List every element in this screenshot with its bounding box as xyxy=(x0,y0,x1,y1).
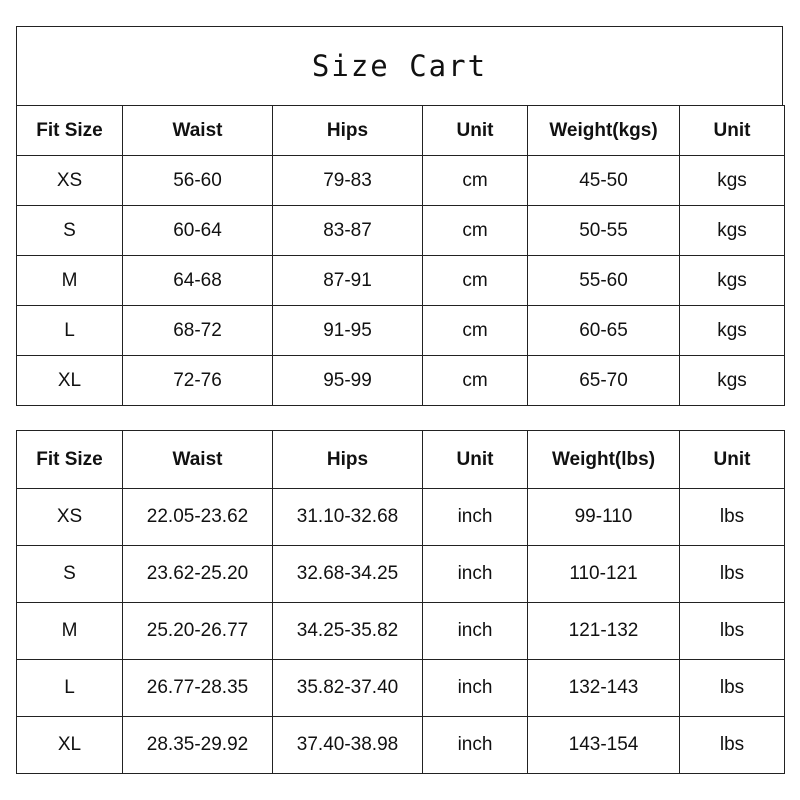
cell-weight: 99-110 xyxy=(528,489,680,546)
cell-unit: inch xyxy=(423,489,528,546)
cell-hips: 95-99 xyxy=(273,356,423,406)
cell-weight: 50-55 xyxy=(528,206,680,256)
header-hips: Hips xyxy=(273,431,423,489)
table-header-row xyxy=(17,106,785,156)
cell-waist: 25.20-26.77 xyxy=(123,603,273,660)
table-row xyxy=(17,546,785,603)
table-row xyxy=(17,206,785,256)
cell-waist: 22.05-23.62 xyxy=(123,489,273,546)
size-table-cm xyxy=(16,105,785,406)
page-title: Size Cart xyxy=(311,49,488,83)
header-weight: Weight(kgs) xyxy=(528,106,680,156)
header-unit: Unit xyxy=(423,431,528,489)
header-hips: Hips xyxy=(273,106,423,156)
cell-weight: 110-121 xyxy=(528,546,680,603)
cell-weight-unit: kgs xyxy=(680,206,785,256)
cell-unit: inch xyxy=(423,717,528,774)
cell-hips: 31.10-32.68 xyxy=(273,489,423,546)
size-table-inch xyxy=(16,430,785,774)
cell-unit: cm xyxy=(423,356,528,406)
cell-hips: 35.82-37.40 xyxy=(273,660,423,717)
cell-hips: 32.68-34.25 xyxy=(273,546,423,603)
header-weight-unit: Unit xyxy=(680,106,785,156)
table-row xyxy=(17,156,785,206)
cell-unit: inch xyxy=(423,660,528,717)
cell-weight-unit: kgs xyxy=(680,156,785,206)
cell-weight: 55-60 xyxy=(528,256,680,306)
cell-fit-size: L xyxy=(17,660,123,717)
cell-waist: 56-60 xyxy=(123,156,273,206)
table-row xyxy=(17,306,785,356)
title-box xyxy=(16,26,783,105)
header-weight-unit: Unit xyxy=(680,431,785,489)
cell-waist: 64-68 xyxy=(123,256,273,306)
cell-fit-size: M xyxy=(17,256,123,306)
header-unit: Unit xyxy=(423,106,528,156)
cell-unit: cm xyxy=(423,206,528,256)
cell-weight-unit: lbs xyxy=(680,489,785,546)
cell-weight: 121-132 xyxy=(528,603,680,660)
cell-weight: 132-143 xyxy=(528,660,680,717)
cell-weight-unit: lbs xyxy=(680,546,785,603)
cell-weight: 60-65 xyxy=(528,306,680,356)
cell-weight-unit: kgs xyxy=(680,256,785,306)
table-row xyxy=(17,660,785,717)
cell-waist: 28.35-29.92 xyxy=(123,717,273,774)
header-weight: Weight(lbs) xyxy=(528,431,680,489)
table-row xyxy=(17,489,785,546)
cell-weight-unit: lbs xyxy=(680,603,785,660)
cell-fit-size: L xyxy=(17,306,123,356)
header-fit-size: Fit Size xyxy=(17,431,123,489)
cell-hips: 79-83 xyxy=(273,156,423,206)
cell-waist: 23.62-25.20 xyxy=(123,546,273,603)
cell-waist: 68-72 xyxy=(123,306,273,356)
cell-weight: 45-50 xyxy=(528,156,680,206)
cell-hips: 37.40-38.98 xyxy=(273,717,423,774)
cell-unit: cm xyxy=(423,306,528,356)
table-row xyxy=(17,603,785,660)
cell-fit-size: XL xyxy=(17,356,123,406)
cell-unit: inch xyxy=(423,603,528,660)
cell-fit-size: M xyxy=(17,603,123,660)
cell-weight-unit: lbs xyxy=(680,717,785,774)
cell-weight-unit: kgs xyxy=(680,356,785,406)
cell-unit: cm xyxy=(423,156,528,206)
table-row xyxy=(17,717,785,774)
table-header-row xyxy=(17,431,785,489)
cell-unit: inch xyxy=(423,546,528,603)
cell-unit: cm xyxy=(423,256,528,306)
cell-waist: 72-76 xyxy=(123,356,273,406)
cell-fit-size: S xyxy=(17,206,123,256)
table-row xyxy=(17,356,785,406)
cell-waist: 26.77-28.35 xyxy=(123,660,273,717)
cell-fit-size: S xyxy=(17,546,123,603)
cell-waist: 60-64 xyxy=(123,206,273,256)
cell-hips: 91-95 xyxy=(273,306,423,356)
header-fit-size: Fit Size xyxy=(17,106,123,156)
cell-hips: 87-91 xyxy=(273,256,423,306)
cell-hips: 34.25-35.82 xyxy=(273,603,423,660)
cell-weight: 143-154 xyxy=(528,717,680,774)
header-waist: Waist xyxy=(123,106,273,156)
cell-fit-size: XS xyxy=(17,489,123,546)
cell-weight-unit: lbs xyxy=(680,660,785,717)
table-row xyxy=(17,256,785,306)
cell-fit-size: XS xyxy=(17,156,123,206)
cell-weight-unit: kgs xyxy=(680,306,785,356)
header-waist: Waist xyxy=(123,431,273,489)
cell-hips: 83-87 xyxy=(273,206,423,256)
cell-weight: 65-70 xyxy=(528,356,680,406)
cell-fit-size: XL xyxy=(17,717,123,774)
